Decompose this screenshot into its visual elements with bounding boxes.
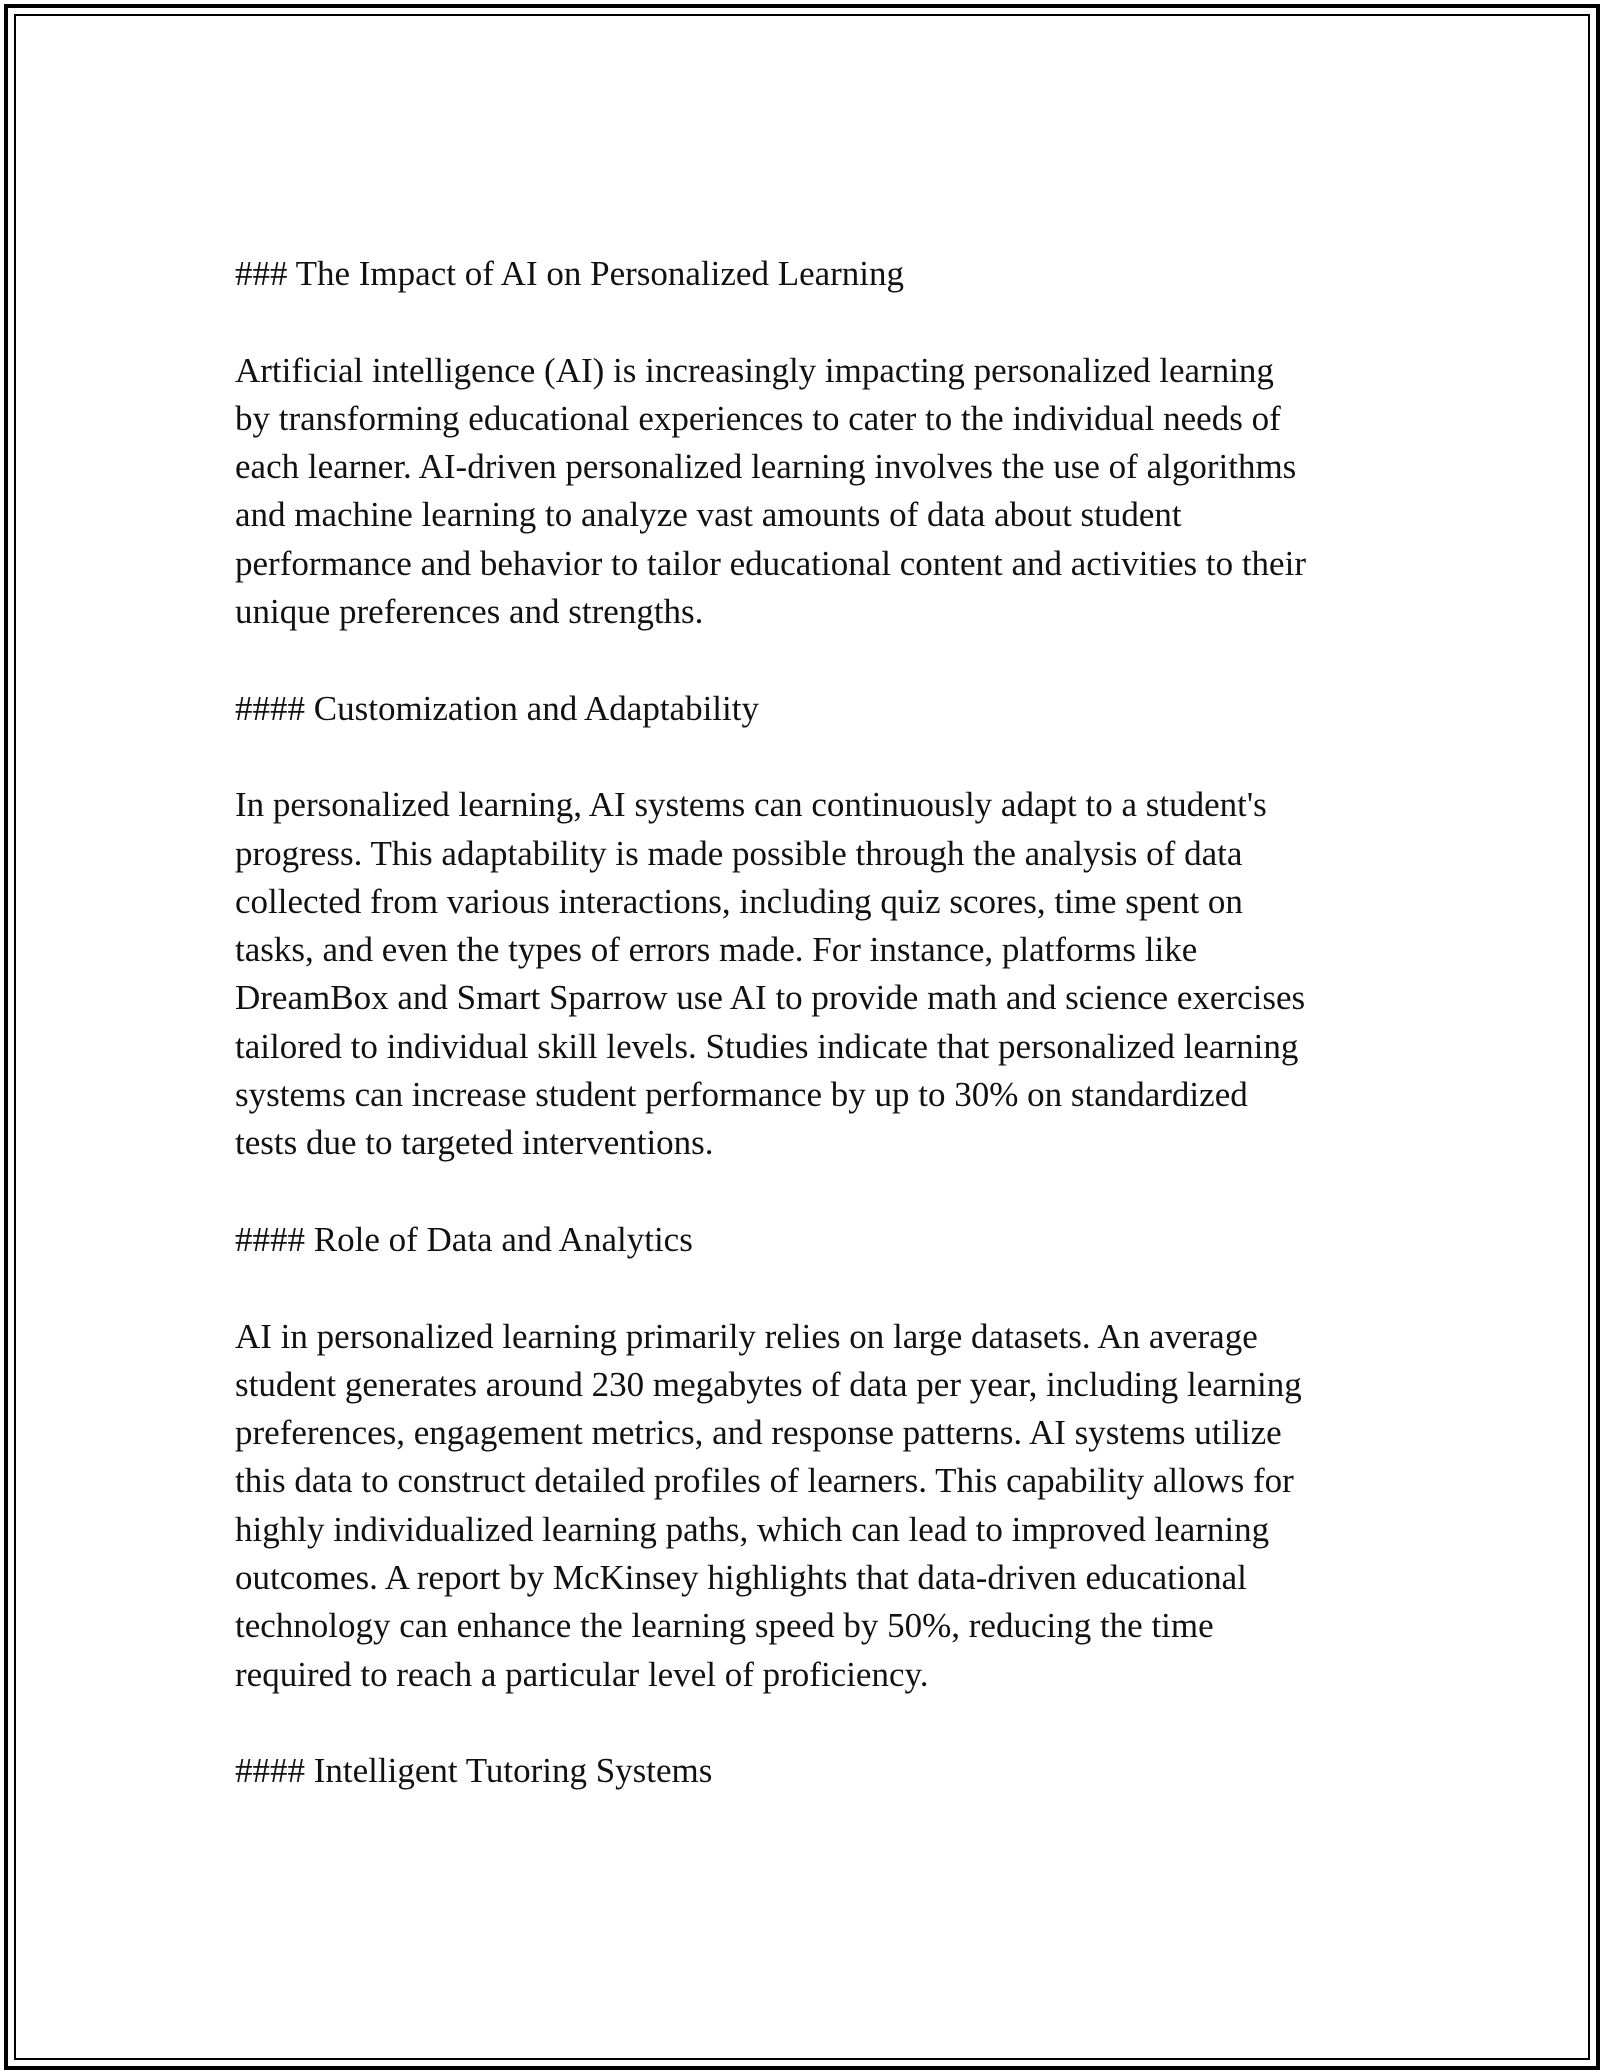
document-body bbox=[235, 250, 1405, 1844]
section-heading-main: ### The Impact of AI on Personalized Learning bbox=[235, 254, 905, 293]
text-line: student generates around 230 megabytes of data per year, including learning bbox=[235, 1364, 1302, 1404]
paragraph-data-analytics bbox=[235, 1313, 1405, 1699]
text-line: technology can enhance the learning speed by 50%, reducing the time bbox=[235, 1606, 1214, 1646]
text-line: Artificial intelligence (AI) is increasingly impacting personalized learning bbox=[235, 350, 1274, 390]
text-line: systems can increase student performance by up to 30% on standardized bbox=[235, 1075, 1248, 1115]
text-line: tests due to targeted interventions. bbox=[235, 1123, 714, 1163]
text-line: and machine learning to analyze vast amounts of data about student bbox=[235, 495, 1182, 535]
paragraph-customization bbox=[235, 781, 1405, 1167]
text-line: by transforming educational experiences to cater to the individual needs of bbox=[235, 398, 1281, 438]
section-heading-tutoring: #### Intelligent Tutoring Systems bbox=[235, 1751, 713, 1791]
text-line: each learner. AI-driven personalized learning involves the use of algorithms bbox=[235, 447, 1297, 487]
text-line: tailored to individual skill levels. Studies indicate that personalized learning bbox=[235, 1026, 1299, 1066]
text-line: highly individualized learning paths, which can lead to improved learning bbox=[235, 1509, 1270, 1549]
text-line: outcomes. A report by McKinsey highlights that data-driven educational bbox=[235, 1558, 1247, 1598]
text-line: progress. This adaptability is made possible through the analysis of data bbox=[235, 833, 1243, 873]
text-line: In personalized learning, AI systems can continuously adapt to a student's bbox=[235, 785, 1267, 825]
paragraph-intro bbox=[235, 347, 1405, 637]
text-line: DreamBox and Smart Sparrow use AI to provide math and science exercises bbox=[235, 978, 1306, 1018]
text-line: AI in personalized learning primarily relies on large datasets. An average bbox=[235, 1316, 1258, 1356]
text-line: tasks, and even the types of errors made. For instance, platforms like bbox=[235, 930, 1198, 970]
text-line: preferences, engagement metrics, and response patterns. AI systems utilize bbox=[235, 1413, 1282, 1453]
text-line: this data to construct detailed profiles of learners. This capability allows for bbox=[235, 1461, 1294, 1501]
section-heading-data-analytics: #### Role of Data and Analytics bbox=[235, 1219, 693, 1259]
section-heading-customization: #### Customization and Adaptability bbox=[235, 688, 759, 728]
text-line: performance and behavior to tailor educational content and activities to their bbox=[235, 543, 1306, 583]
text-line: required to reach a particular level of proficiency. bbox=[235, 1654, 929, 1694]
text-line: collected from various interactions, including quiz scores, time spent on bbox=[235, 881, 1243, 921]
text-line: unique preferences and strengths. bbox=[235, 592, 704, 632]
